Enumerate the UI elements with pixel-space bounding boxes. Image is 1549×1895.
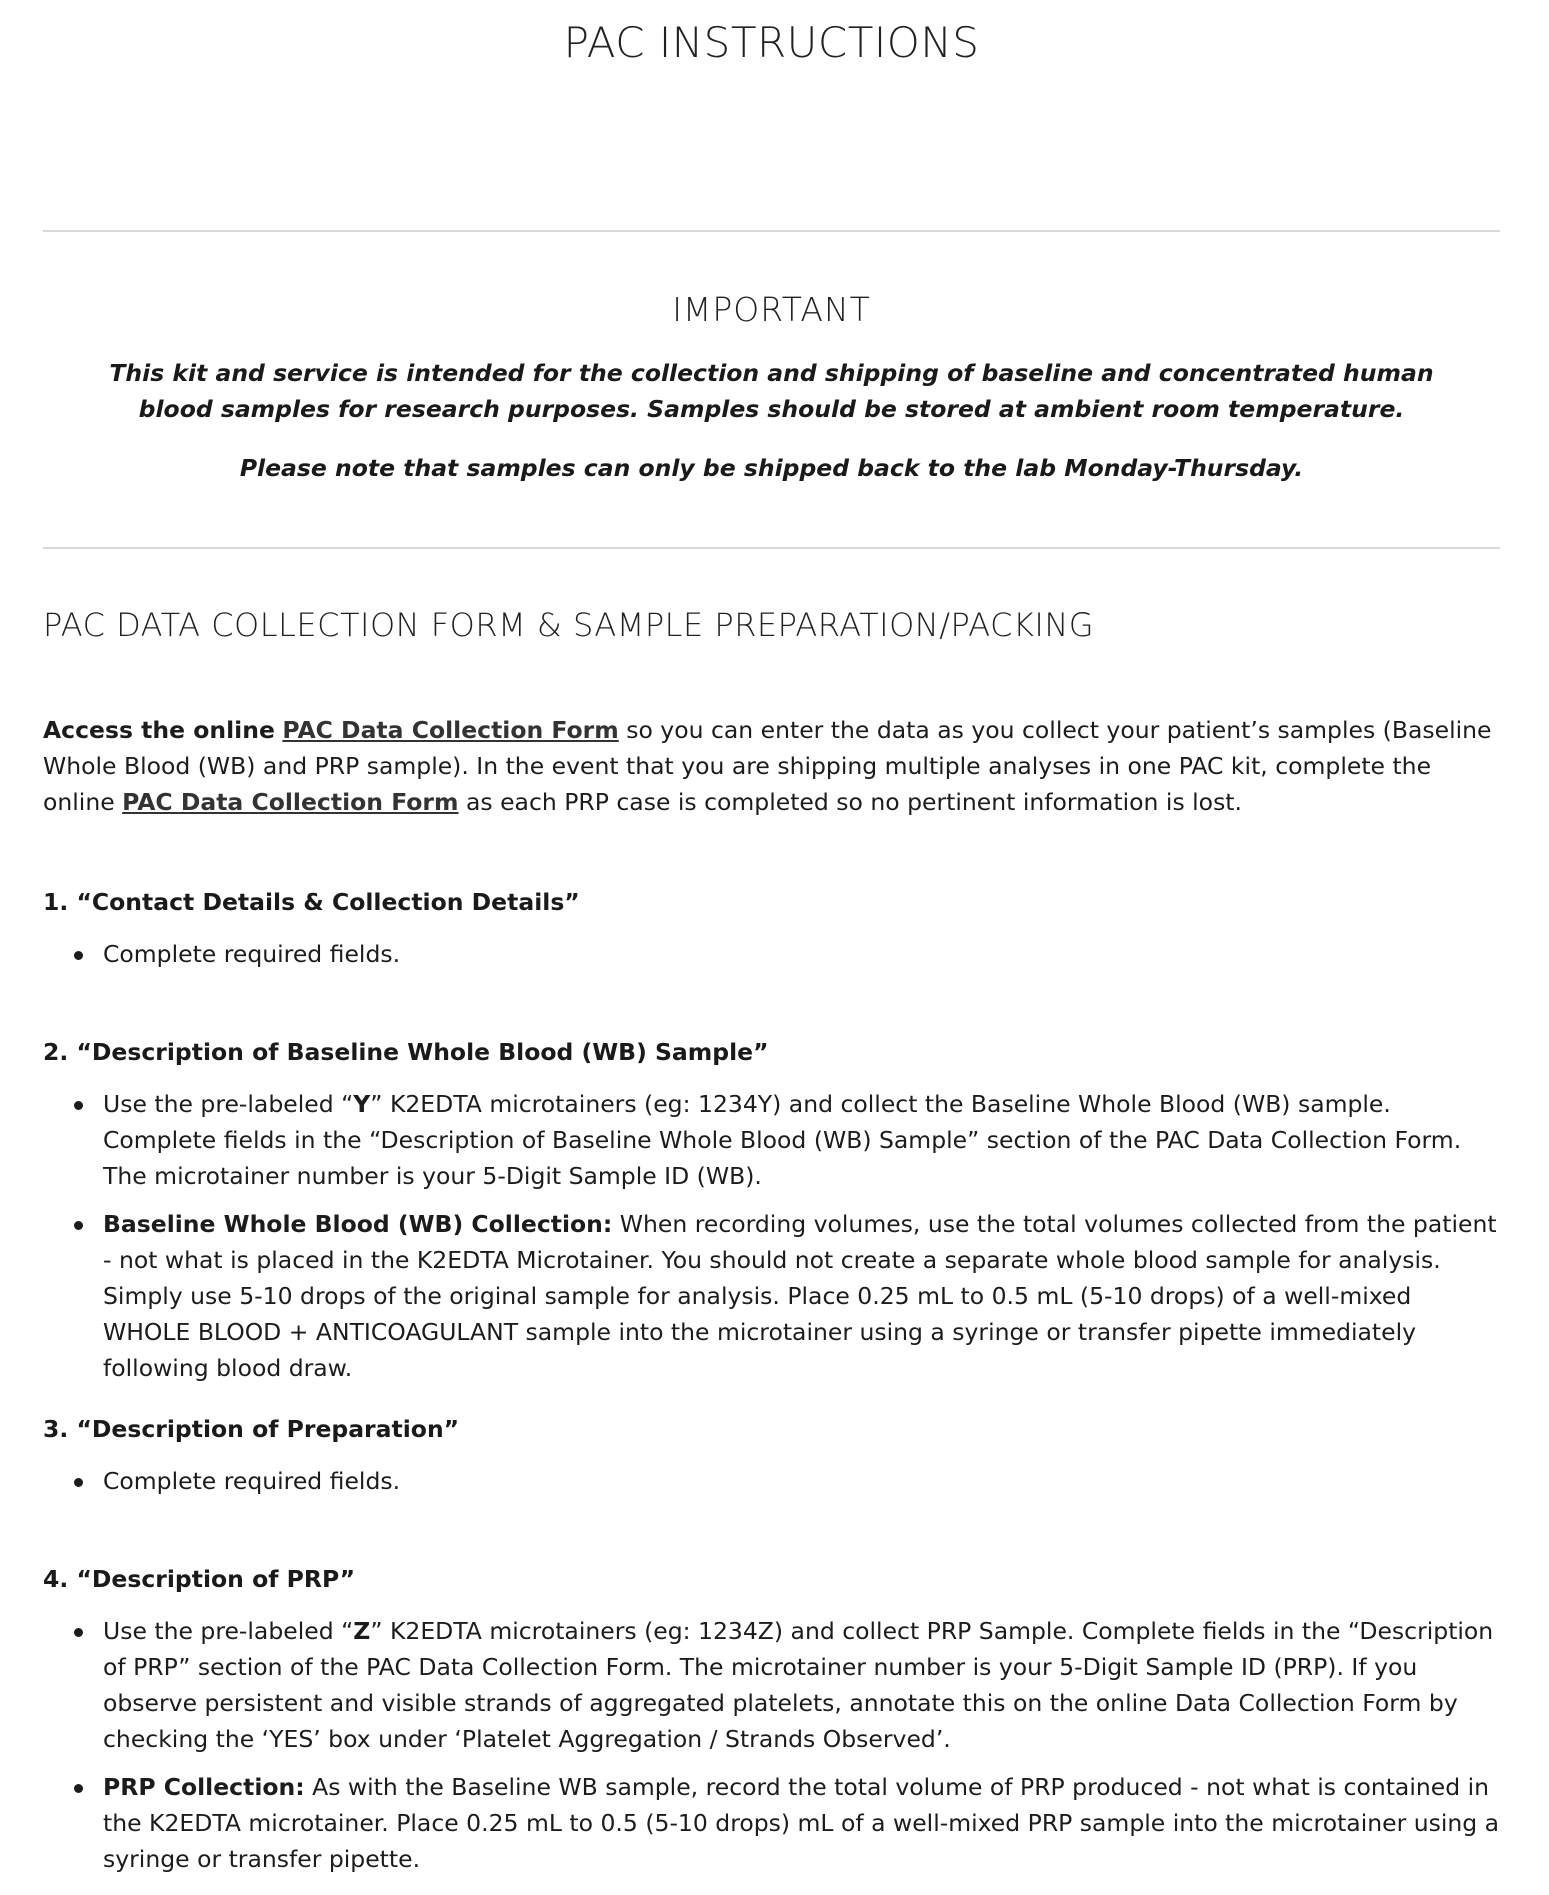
step-contact-details [43, 884, 1500, 984]
list-item: Baseline Whole Blood (WB) Collection: When recording volumes, use the total volumes collected from the patient - not what is placed in the K2EDTA Microtainer. You should not create a separate whole blood sample for analysis. Simply use 5-10 drops of the original sample for analysis. Place 0.25 mL to 0.5 mL (5-10 drops) of a well-mixed WHOLE BLOOD + ANTICOAGULANT sample into the microtainer using a syringe or transfer pipette immediately following blood draw. [43, 1206, 1500, 1386]
bullet-icon [74, 951, 83, 960]
list-item: Complete required fields. [43, 936, 1500, 972]
step-title: 1. “Contact Details & Collection Details” [43, 888, 580, 916]
list-item: Use the pre-labeled “Y” K2EDTA microtainers (eg: 1234Y) and collect the Baseline Whole Blood (WB) sample. Complete fields in the “Description of Baseline Whole Blood (WB) Sample” section of the PAC Data Collection Form. The microtainer number is your 5-Digit Sample ID (WB). [43, 1086, 1500, 1194]
intro-tail: as each PRP case is completed so no pertinent information is lost. [458, 788, 1242, 816]
bullet-icon [74, 1101, 83, 1110]
section-heading: PAC DATA COLLECTION FORM & SAMPLE PREPARATION/PACKING [43, 606, 1095, 644]
intro-middle: so you can enter the data as you collect your patient’s samples (Baseline Whole Blood (WB) and PRP sample). In the event that you are shipping multiple analyses in one PAC kit, complete the online [43, 716, 1492, 816]
step-preparation [43, 1411, 1500, 1511]
step-title: 2. “Description of Baseline Whole Blood (WB) Sample” [43, 1038, 769, 1066]
important-notice: This kit and service is intended for the collection and shipping of baseline and concentrated human blood samples for research purposes. Samples should be stored at ambient room temperature. [109, 359, 1434, 423]
bullet-list [43, 1613, 1500, 1877]
list-item: Use the pre-labeled “Z” K2EDTA microtainers (eg: 1234Z) and collect PRP Sample. Complete fields in the “Description of PRP” section of the PAC Data Collection Form. The microtainer number is your 5-Digit Sample ID (PRP). If you observe persistent and visible strands of aggregated platelets, annotate this on the online Data Collection Form by checking the ‘YES’ box under ‘Platelet Aggregation / Strands Observed’. [43, 1613, 1500, 1757]
bullet-list [43, 1086, 1500, 1386]
bullet-list [43, 1463, 1500, 1499]
bullet-icon [74, 1478, 83, 1487]
bullet-icon [74, 1221, 83, 1230]
bullet-icon [74, 1784, 83, 1793]
intro-paragraph [43, 712, 1500, 820]
shipping-notice: Please note that samples can only be shipped back to the lab Monday-Thursday. [239, 454, 1304, 482]
intro-lead: Access the online [43, 716, 275, 744]
step-title: 3. “Description of Preparation” [43, 1415, 460, 1443]
important-heading: IMPORTANT [672, 290, 871, 329]
list-item: Complete required fields. [43, 1463, 1500, 1499]
pac-form-link-1[interactable]: PAC Data Collection Form [282, 716, 619, 744]
pac-form-link-2[interactable]: PAC Data Collection Form [122, 788, 459, 816]
page-title: PAC INSTRUCTIONS [563, 18, 980, 67]
bullet-list [43, 936, 1500, 972]
divider-top [43, 230, 1500, 232]
step-prp [43, 1561, 1500, 1889]
list-item: PRP Collection: As with the Baseline WB sample, record the total volume of PRP produced - not what is contained in the K2EDTA microtainer. Place 0.25 mL to 0.5 (5-10 drops) mL of a well-mixed PRP sample into the microtainer using a syringe or transfer pipette. [43, 1769, 1500, 1877]
divider-bottom [43, 547, 1500, 549]
step-title: 4. “Description of PRP” [43, 1565, 356, 1593]
bullet-icon [74, 1628, 83, 1637]
step-baseline-whole-blood [43, 1034, 1500, 1398]
